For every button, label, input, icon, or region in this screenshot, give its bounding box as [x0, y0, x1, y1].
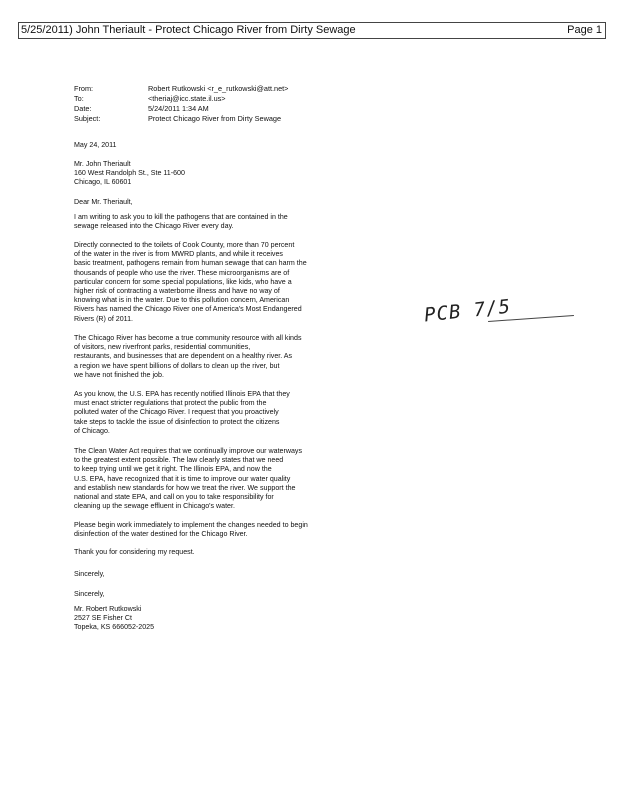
address-line: Chicago, IL 60601	[74, 178, 132, 187]
paragraph-line: take steps to tackle the issue of disinfection to protect the citizens	[74, 417, 280, 426]
closing-1	[74, 570, 394, 579]
address-line: Mr. John Theriault	[74, 160, 131, 168]
paragraph-4	[74, 390, 394, 436]
letter-date: May 24, 2011	[74, 141, 117, 149]
paragraph-line: of visitors, new riverfront parks, residential communities,	[74, 343, 251, 352]
closing: Sincerely,	[74, 570, 105, 578]
date-value: 5/24/2011 1:34 AM	[148, 104, 209, 113]
paragraph-line: Please begin work immediately to implement the changes needed to begin	[74, 521, 308, 529]
paragraph-line: we have not finished the job.	[74, 370, 164, 379]
closing-2	[74, 590, 394, 599]
paragraph-line: national and state EPA, and call on you to take responsibility for	[74, 493, 274, 502]
paragraph-line: particular concern for some special populations, like kids, who have a	[74, 277, 292, 286]
signature-line: Mr. Robert Rutkowski	[74, 605, 142, 613]
paragraph-line: of the water in the river is from MWRD plants, and while it receives	[74, 250, 283, 259]
paragraph-line: disinfection of the water destined for the Chicago River.	[74, 530, 248, 539]
paragraph-5	[74, 447, 394, 511]
paragraph-line: The Clean Water Act requires that we continually improve our waterways	[74, 447, 303, 455]
to-row	[74, 94, 288, 104]
email-meta	[74, 84, 288, 124]
salutation: Dear Mr. Theriault,	[74, 198, 133, 206]
paragraph-line: and establish new standards for how we treat the river. We support the	[74, 483, 296, 492]
paragraph-line: As you know, the U.S. EPA has recently notified Illinois EPA that they	[74, 390, 290, 398]
paragraph-line: must enact stricter regulations that protect the public from the	[74, 399, 267, 408]
paragraph-line: a region we have spent billions of dollars to clean up the river, but	[74, 361, 280, 370]
paragraph-2	[74, 241, 394, 324]
paragraph-line: knowing what is in the water. Due to this pollution concern, American	[74, 296, 290, 305]
recipient-address	[74, 160, 394, 188]
from-row	[74, 84, 288, 94]
letter-date-block	[74, 141, 394, 150]
paragraph-line: polluted water of the Chicago River. I request that you proactively	[74, 408, 279, 417]
paragraph-line: Rivers has named the Chicago River one of America's Most Endangered	[74, 305, 302, 314]
handwritten-stamp: PCB 7/5	[423, 295, 512, 327]
signature-line: Topeka, KS 666052-2025	[74, 623, 155, 632]
header-title: 5/25/2011) John Theriault - Protect Chicago River from Dirty Sewage	[21, 24, 356, 36]
subject-row	[74, 114, 288, 124]
to-value: <theriaj@icc.state.il.us>	[148, 94, 226, 103]
closing: Sincerely,	[74, 590, 105, 598]
from-label: From:	[74, 84, 94, 93]
date-label: Date:	[74, 104, 92, 113]
salutation-block	[74, 198, 394, 207]
paragraph-6	[74, 521, 394, 539]
page-header	[18, 22, 606, 39]
paragraph-line: Directly connected to the toilets of Cook County, more than 70 percent	[74, 241, 295, 249]
address-line: 160 West Randolph St., Ste 11-600	[74, 169, 185, 178]
subject-value: Protect Chicago River from Dirty Sewage	[148, 114, 282, 123]
paragraph-line: to keep trying until we get it right. The Illinois EPA, and now the	[74, 465, 272, 474]
paragraph-line: higher risk of contracting a waterborne illness and have no way of	[74, 287, 280, 296]
paragraph-line: cleaning up the sewage effluent in Chicago's water.	[74, 502, 235, 511]
paragraph-line: thousands of people who use the river. These microorganisms are of	[74, 268, 290, 277]
paragraph-line: Thank you for considering my request.	[74, 548, 195, 556]
paragraph-line: basic treatment, pathogens remain from human sewage that can harm the	[74, 259, 307, 268]
signature-block	[74, 605, 394, 633]
subject-label: Subject:	[74, 114, 101, 123]
signature-line: 2527 SE Fisher Ct	[74, 614, 132, 623]
paragraph-line: sewage released into the Chicago River every day.	[74, 222, 234, 231]
paragraph-line: of Chicago.	[74, 426, 110, 435]
paragraph-line: to the greatest extent possible. The law clearly states that we need	[74, 456, 284, 465]
paragraph-3	[74, 334, 394, 380]
paragraph-7	[74, 548, 394, 557]
date-row	[74, 104, 288, 114]
page-number: Page 1	[567, 24, 602, 36]
paragraph-line: U.S. EPA, have recognized that it is time to improve our water quality	[74, 474, 291, 483]
to-label: To:	[74, 94, 84, 103]
paragraph-line: Rivers (R) of 2011.	[74, 314, 134, 323]
paragraph-line: I am writing to ask you to kill the pathogens that are contained in the	[74, 213, 288, 221]
from-value: Robert Rutkowski <r_e_rutkowski@att.net>	[148, 84, 289, 93]
paragraph-line: The Chicago River has become a true community resource with all kinds	[74, 334, 302, 342]
paragraph-line: restaurants, and businesses that are dependent on a healthy river. As	[74, 352, 293, 361]
paragraph-1	[74, 213, 394, 231]
